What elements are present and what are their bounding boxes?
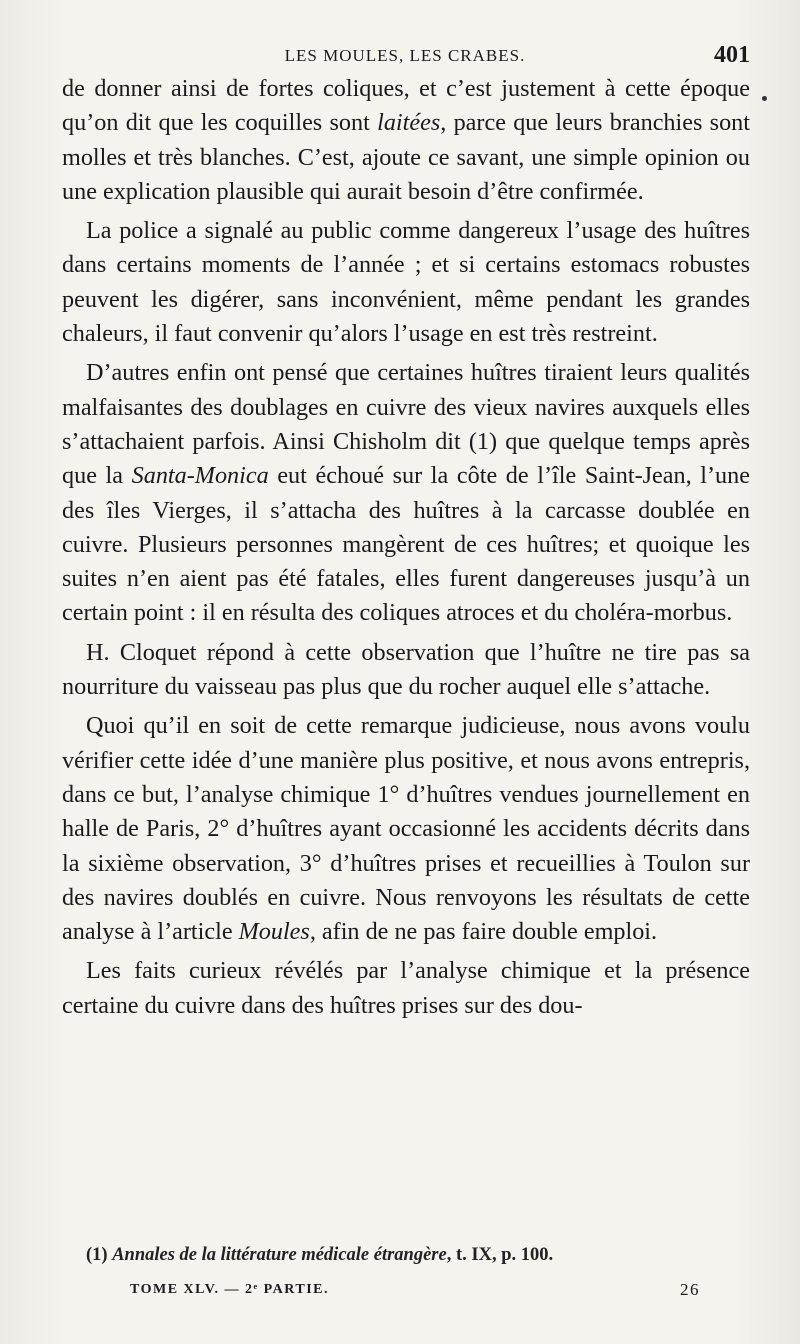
footnote-title: Annales de la littérature médicale étrangère bbox=[112, 1245, 447, 1265]
paragraph-1 bbox=[62, 72, 750, 209]
footnote-rest: , t. IX, p. 100. bbox=[446, 1245, 554, 1265]
paragraph-1-text-b: , parce que leurs branchies sont molles et très blanches. C’est, ajoute ce savant, une simple opinion ou une explication plausible qui aurait besoin d’être confirmée. bbox=[62, 109, 751, 205]
margin-mark bbox=[762, 96, 767, 101]
running-title: LES MOULES, LES CRABES. bbox=[284, 46, 526, 65]
paragraph-6-text: Les faits curieux révélés par l’analyse chimique et la présence certaine du cuivre dans des huîtres prises sur des dou- bbox=[62, 957, 750, 1019]
paragraph-3-italic: Santa-Monica bbox=[131, 462, 269, 490]
paragraph-2 bbox=[62, 214, 750, 351]
page-number: 401 bbox=[714, 42, 750, 68]
paragraph-2-text: La police a signalé au public comme dangereux l’usage des huîtres dans certains moments de l’année ; et si certains estomacs robustes peuvent les digérer, sans inconvénient, même pendant les grandes chaleurs, il faut convenir qu’alors l’usage en est très restreint. bbox=[62, 217, 750, 348]
footnote bbox=[86, 1245, 553, 1266]
paragraph-1-italic: laitées bbox=[377, 109, 441, 137]
volume-signature: TOME XLV. — 2ᵉ PARTIE. bbox=[130, 1282, 329, 1297]
running-head bbox=[60, 42, 750, 72]
paragraph-5-text-b: , afin de ne pas faire double emploi. bbox=[309, 918, 658, 946]
paragraph-6 bbox=[62, 954, 750, 1023]
signature-number: 26 bbox=[680, 1280, 700, 1299]
paragraph-3-text-a: D’autres enfin ont pensé que certaines huîtres tiraient leurs qualités malfaisantes des doublages en cuivre des vieux navires auxquels elles s’attachaient parfois. Ainsi Chisholm dit (1) que quelque temps après que la bbox=[62, 359, 750, 490]
paragraph-5 bbox=[62, 709, 750, 949]
paragraph-5-text-a: Quoi qu’il en soit de cette remarque judicieuse, nous avons voulu vérifier cette idée d’une manière plus positive, et nous avons entrepris, dans ce but, l’analyse chimique 1° d’huîtres vendues journellement en halle de Paris, 2° d’huîtres ayant occasionné les accidents décrits dans la sixième observation, 3° d’huîtres prises et recueillies à Toulon sur des navires doublés en cuivre. Nous renvoyons les résultats de cette analyse à l’article bbox=[62, 712, 750, 946]
paragraph-3 bbox=[62, 356, 750, 630]
paragraph-4-text: H. Cloquet répond à cette observation que l’huître ne tire pas sa nourriture du vaisseau pas plus que du rocher auquel elle s’attache. bbox=[62, 638, 750, 701]
paragraph-1-text-a: de donner ainsi de fortes coliques, et c’est justement à cette époque qu’on dit que les coquilles sont bbox=[62, 75, 750, 137]
paragraph-5-italic: Moules bbox=[238, 918, 310, 946]
footnote-mark: (1) bbox=[86, 1245, 108, 1265]
body-text bbox=[62, 72, 750, 1028]
signature-line bbox=[130, 1280, 700, 1304]
paragraph-4 bbox=[62, 636, 750, 705]
paragraph-3-text-b: eut échoué sur la côte de l’île Saint-Jean, l’une des îles Vierges, il s’attacha des huîtres à la carcasse doublée en cuivre. Plusieurs personnes mangèrent de ces huîtres; et quoique les suites n’en aient pas été fatales, elles furent dangereuses jusqu’à un certain point : il en résulta des coliques atroces et du choléra-morbus. bbox=[62, 462, 750, 627]
